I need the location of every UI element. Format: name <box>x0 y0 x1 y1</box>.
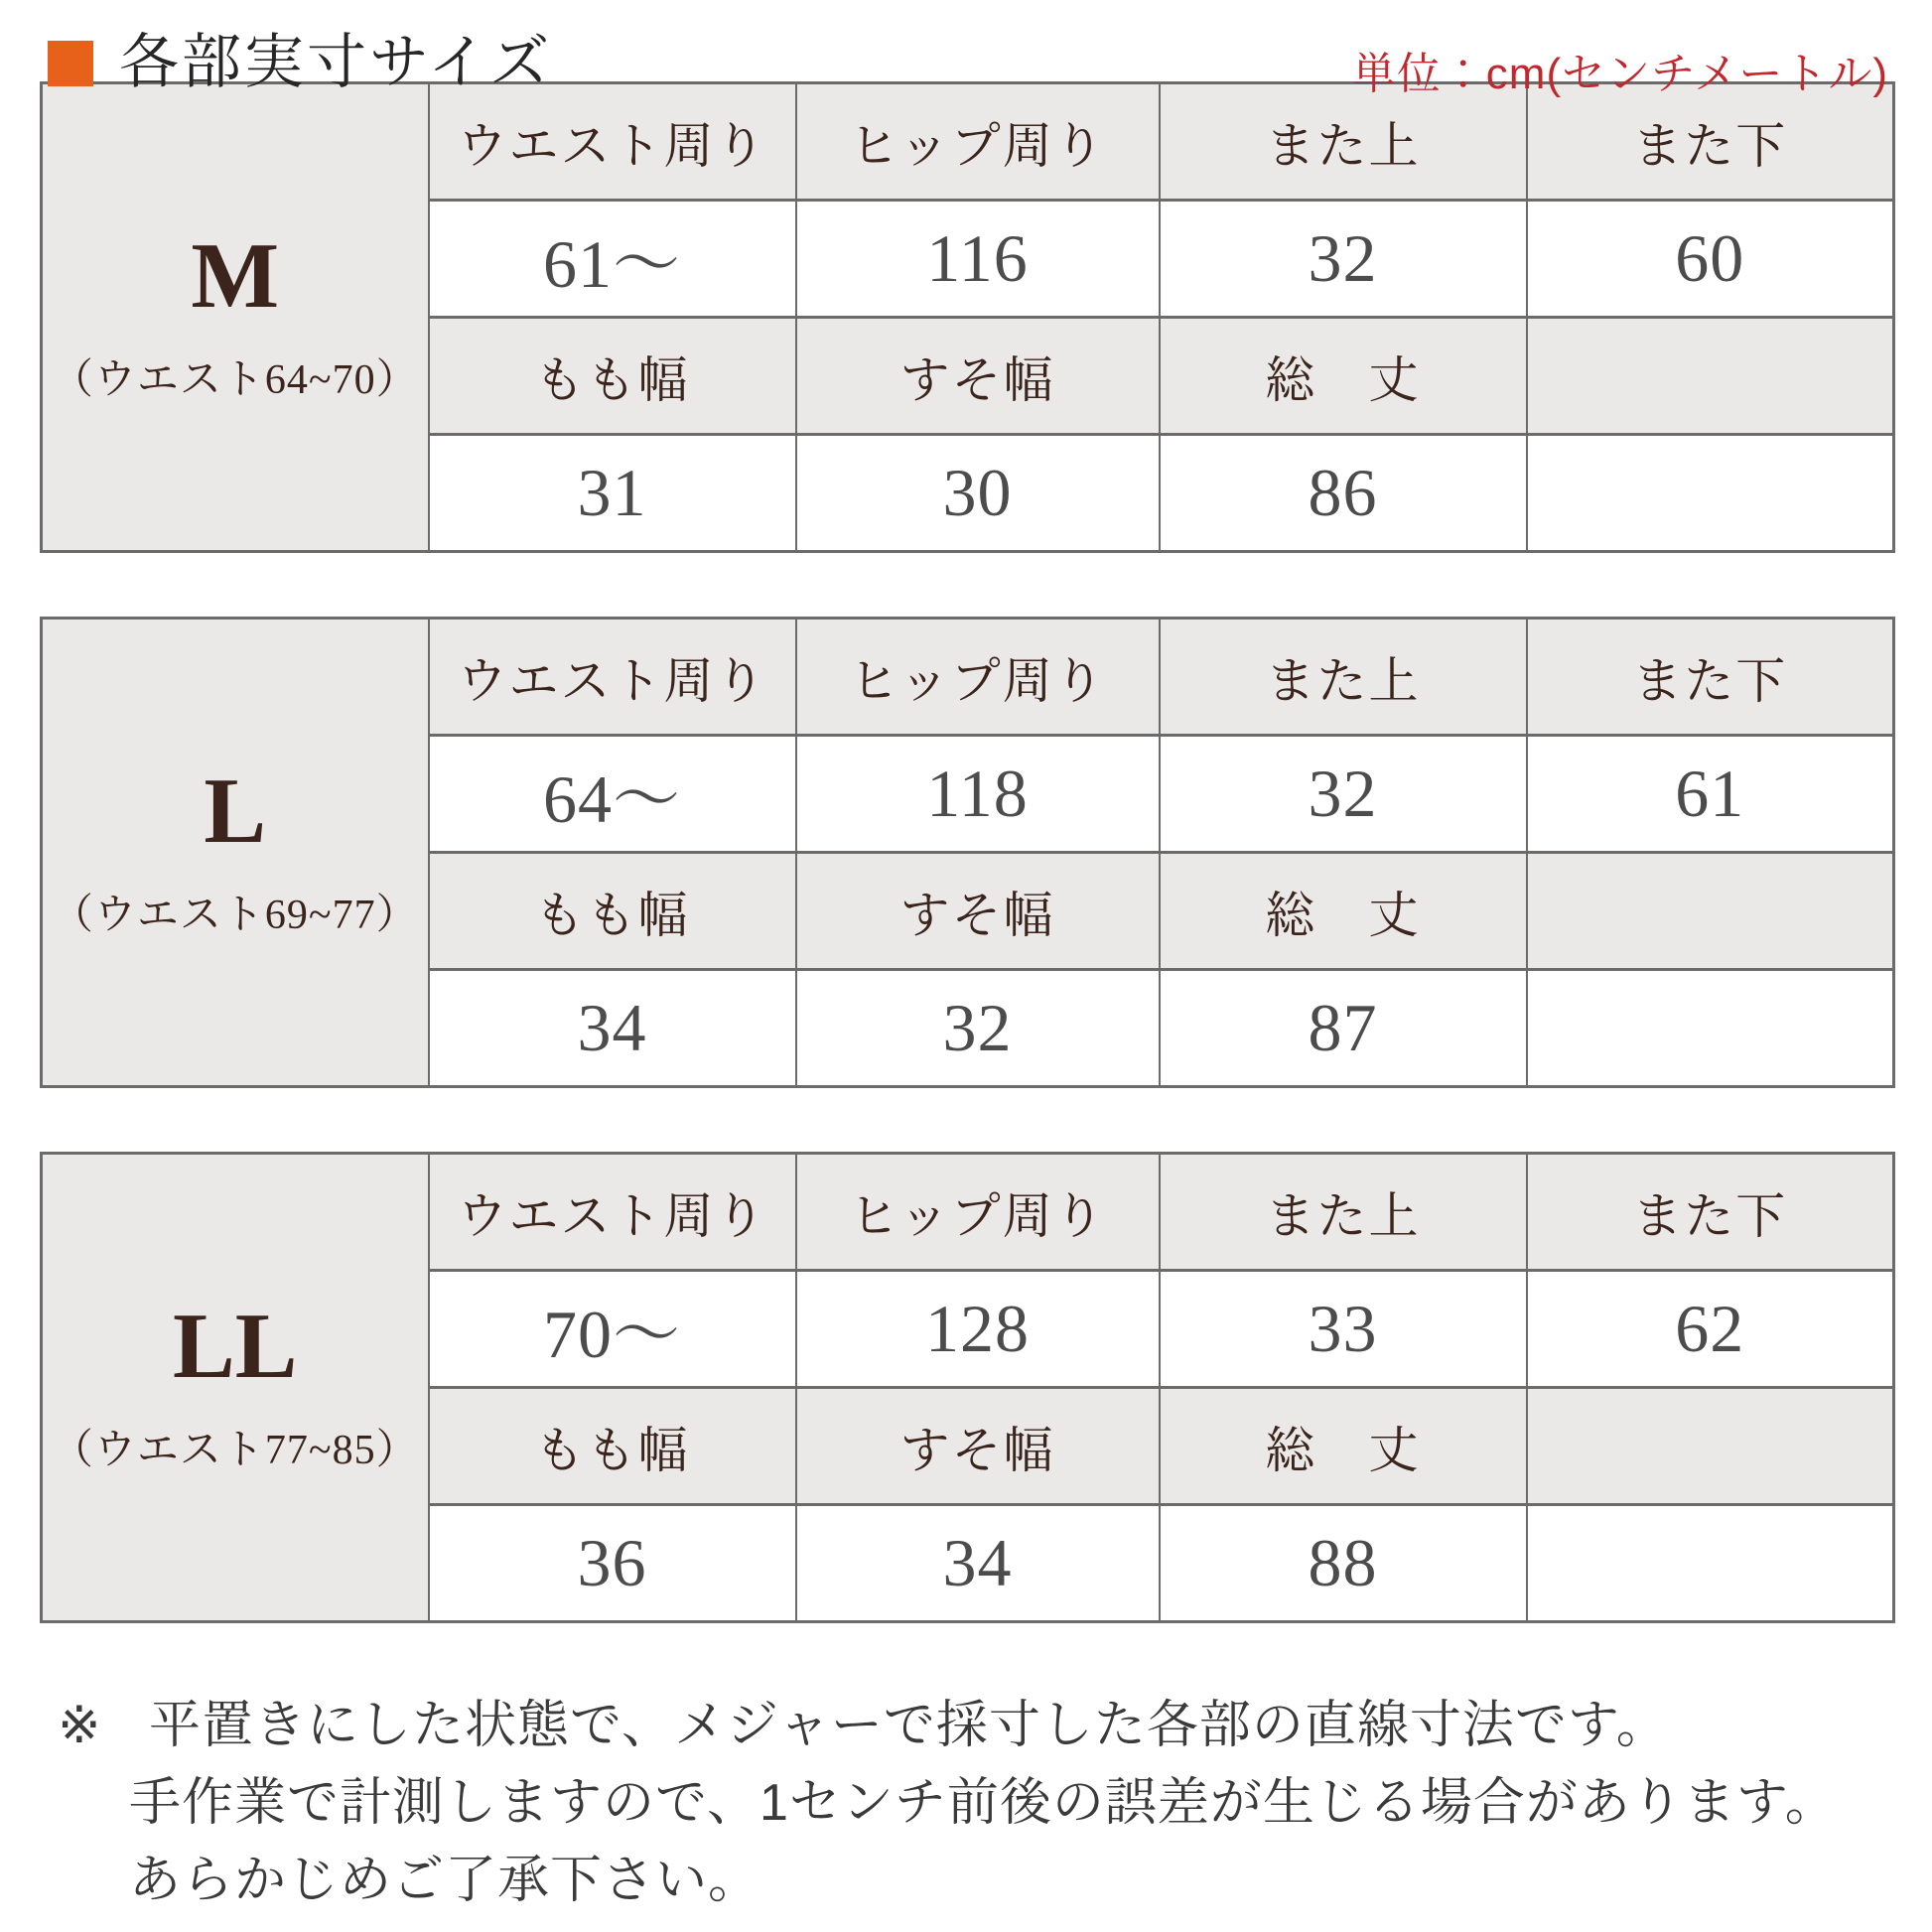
size-table-m <box>40 81 1895 553</box>
value-rise: 33 <box>1160 1271 1527 1388</box>
value-waist: 64〜 <box>429 736 796 853</box>
col-header-waist: ウエスト周り <box>429 83 796 201</box>
unit-note: 単位：cm(センチメートル) <box>1351 50 1888 98</box>
col-header-hip: ヒップ周り <box>796 619 1160 736</box>
value-waist: 70〜 <box>429 1271 796 1388</box>
header-bar <box>0 0 1932 98</box>
orange-square-bullet-icon <box>48 41 93 86</box>
reference-mark: ※ <box>58 1697 102 1754</box>
size-name: M <box>191 223 280 328</box>
col-header-thigh: もも幅 <box>429 853 796 970</box>
size-label-cell <box>42 83 429 552</box>
col-header-inseam: また下 <box>1527 83 1894 201</box>
size-name: L <box>204 759 267 863</box>
col-header-total-length: 総 丈 <box>1160 853 1527 970</box>
value-thigh: 31 <box>429 435 796 552</box>
value-hip: 116 <box>796 201 1160 318</box>
empty-value-cell <box>1527 435 1894 552</box>
value-inseam: 61 <box>1527 736 1894 853</box>
size-waist-range: （ウエスト77~85） <box>51 1427 419 1473</box>
col-header-rise: また上 <box>1160 83 1527 201</box>
footnote-line-2: 手作業で計測しますので、1センチ前後の誤差が生じる場合があります。 <box>129 1774 1838 1832</box>
size-table-ll <box>40 1152 1895 1623</box>
size-waist-range: （ウエスト69~77） <box>51 892 419 938</box>
value-total-length: 86 <box>1160 435 1527 552</box>
value-total-length: 88 <box>1160 1505 1527 1622</box>
value-total-length: 87 <box>1160 970 1527 1087</box>
size-table-l <box>40 617 1895 1088</box>
size-name: LL <box>173 1294 298 1398</box>
value-thigh: 34 <box>429 970 796 1087</box>
col-header-hem: すそ幅 <box>796 1388 1160 1505</box>
col-header-total-length: 総 丈 <box>1160 1388 1527 1505</box>
col-header-hip: ヒップ周り <box>796 83 1160 201</box>
footnote-line-3: あらかじめご了承下さい。 <box>129 1852 761 1909</box>
value-inseam: 60 <box>1527 201 1894 318</box>
col-header-total-length: 総 丈 <box>1160 318 1527 435</box>
col-header-waist: ウエスト周り <box>429 1154 796 1271</box>
measurement-footnote <box>58 1687 1892 1919</box>
empty-header-cell <box>1527 1388 1894 1505</box>
value-rise: 32 <box>1160 736 1527 853</box>
value-hip: 128 <box>796 1271 1160 1388</box>
col-header-hip: ヒップ周り <box>796 1154 1160 1271</box>
col-header-hem: すそ幅 <box>796 318 1160 435</box>
empty-header-cell <box>1527 318 1894 435</box>
col-header-thigh: もも幅 <box>429 1388 796 1505</box>
footnote-line-1 <box>58 1687 1892 1764</box>
size-label-cell <box>42 619 429 1087</box>
empty-value-cell <box>1527 1505 1894 1622</box>
value-hem: 34 <box>796 1505 1160 1622</box>
size-waist-range: （ウエスト64~70） <box>51 356 419 403</box>
page-title: 各部実寸サイズ <box>119 29 553 95</box>
size-label-cell <box>42 1154 429 1622</box>
empty-header-cell <box>1527 853 1894 970</box>
value-thigh: 36 <box>429 1505 796 1622</box>
col-header-inseam: また下 <box>1527 619 1894 736</box>
value-waist: 61〜 <box>429 201 796 318</box>
value-hem: 32 <box>796 970 1160 1087</box>
value-hem: 30 <box>796 435 1160 552</box>
col-header-inseam: また下 <box>1527 1154 1894 1271</box>
value-inseam: 62 <box>1527 1271 1894 1388</box>
title-wrap <box>48 30 552 95</box>
col-header-thigh: もも幅 <box>429 318 796 435</box>
empty-value-cell <box>1527 970 1894 1087</box>
value-hip: 118 <box>796 736 1160 853</box>
col-header-rise: また上 <box>1160 1154 1527 1271</box>
col-header-waist: ウエスト周り <box>429 619 796 736</box>
footnote-line-1-text: 平置きにした状態で、メジャーで採寸した各部の直線寸法です。 <box>149 1697 1669 1754</box>
col-header-rise: また上 <box>1160 619 1527 736</box>
value-rise: 32 <box>1160 201 1527 318</box>
col-header-hem: すそ幅 <box>796 853 1160 970</box>
